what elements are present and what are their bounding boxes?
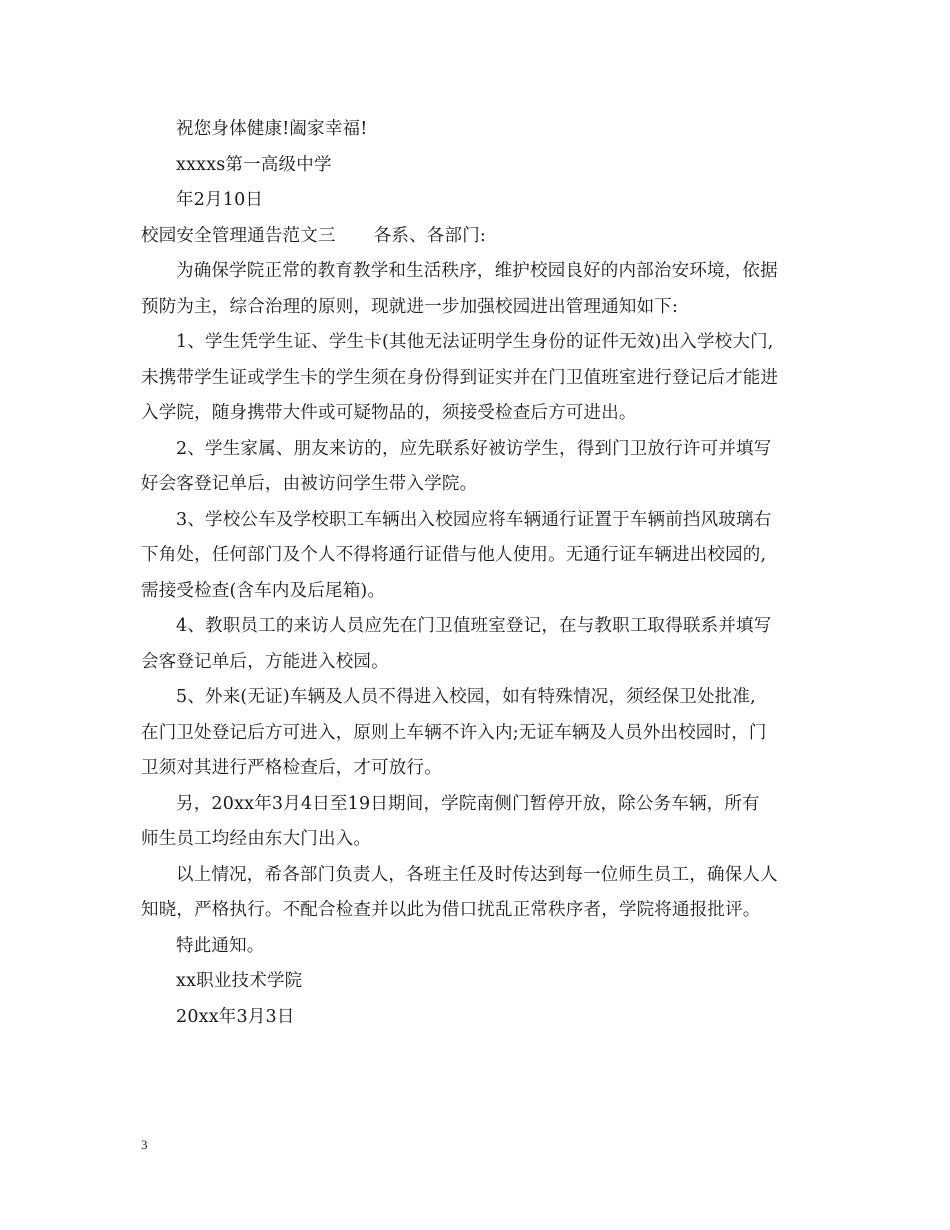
paragraph-line: 在门卫处登记后方可进入，原则上车辆不许入内;无证车辆及人员外出校园时，门 bbox=[141, 722, 767, 743]
closing-date: 年2月10日 bbox=[176, 190, 264, 210]
section-addressee: 各系、各部门: bbox=[373, 225, 486, 246]
paragraph-request bbox=[141, 858, 813, 929]
paragraph-item-5 bbox=[141, 680, 813, 787]
paragraph-line: 卫须对其进行严格检查后，才可放行。 bbox=[141, 758, 442, 778]
paragraph-line: 好会客登记单后，由被访问学生带入学院。 bbox=[141, 474, 478, 494]
paragraph-note bbox=[141, 787, 813, 858]
paragraph-intro bbox=[141, 254, 813, 325]
paragraph-line: 入学院，随身携带大件或可疑物品的，须接受检查后方可进出。 bbox=[141, 403, 637, 423]
paragraph-line: 3、学校公车及学校职工车辆出入校园应将车辆通行证置于车辆前挡风玻璃右 bbox=[176, 509, 772, 530]
ending-date: 20xx年3月3日 bbox=[176, 1006, 295, 1027]
page-number: 3 bbox=[141, 1137, 148, 1152]
paragraph-line: 5、外来(无证)车辆及人员不得进入校园，如有特殊情况，须经保卫处批准, bbox=[176, 687, 756, 707]
closing-sender: xxxxs第一高级中学 bbox=[176, 154, 332, 175]
paragraph-line: 未携带学生证或学生卡的学生须在身份得到证实并在门卫值班室进行登记后才能进 bbox=[141, 367, 779, 388]
paragraph-line: 1、学生凭学生证、学生卡(其他无法证明学生身份的证件无效)出入学校大门, bbox=[176, 332, 774, 352]
paragraph-item-1 bbox=[141, 325, 813, 432]
paragraph-line: 师生员工均经由东大门出入。 bbox=[141, 829, 372, 849]
paragraph-item-4 bbox=[141, 609, 813, 680]
paragraph-line: 以上情况，希各部门负责人，各班主任及时传达到每一位师生员工，确保人人 bbox=[176, 864, 778, 885]
ending-sender: xx职业技术学院 bbox=[176, 971, 303, 991]
paragraph-item-3 bbox=[141, 503, 813, 610]
paragraph-line: 4、教职员工的来访人员应先在门卫值班室登记，在与教职工取得联系并填写 bbox=[176, 616, 772, 636]
section-heading bbox=[141, 219, 813, 255]
section-title: 校园安全管理通告范文三 bbox=[141, 225, 336, 246]
paragraph-line: 另，20xx年3月4日至19日期间，学院南侧门暂停开放，除公务车辆，所有 bbox=[176, 793, 760, 814]
paragraph-line: 为确保学院正常的教育教学和生活秩序，维护校园良好的内部治安环境，依据 bbox=[176, 261, 778, 281]
document-body bbox=[141, 112, 813, 1035]
paragraph-line: 知晓，严格执行。不配合检查并以此为借口扰乱正常秩序者，学院将通报批评。 bbox=[141, 900, 761, 920]
paragraph-line: 需接受检查(含车内及后尾箱)。 bbox=[141, 580, 386, 601]
paragraph-line: 2、学生家属、朋友来访的，应先联系好被访学生，得到门卫放行许可并填写 bbox=[176, 438, 772, 459]
paragraph-line: 预防为主，综合治理的原则，现就进一步加强校园进出管理通知如下: bbox=[141, 296, 679, 317]
ending-notice: 特此通知。 bbox=[176, 935, 265, 956]
closing-wish: 祝您身体健康!阖家幸福! bbox=[176, 119, 368, 139]
paragraph-line: 会客登记单后，方能进入校园。 bbox=[141, 651, 389, 672]
paragraph-item-2 bbox=[141, 432, 813, 503]
paragraph-line: 下角处，任何部门及个人不得将通行证借与他人使用。无通行证车辆进出校园的, bbox=[141, 545, 767, 565]
